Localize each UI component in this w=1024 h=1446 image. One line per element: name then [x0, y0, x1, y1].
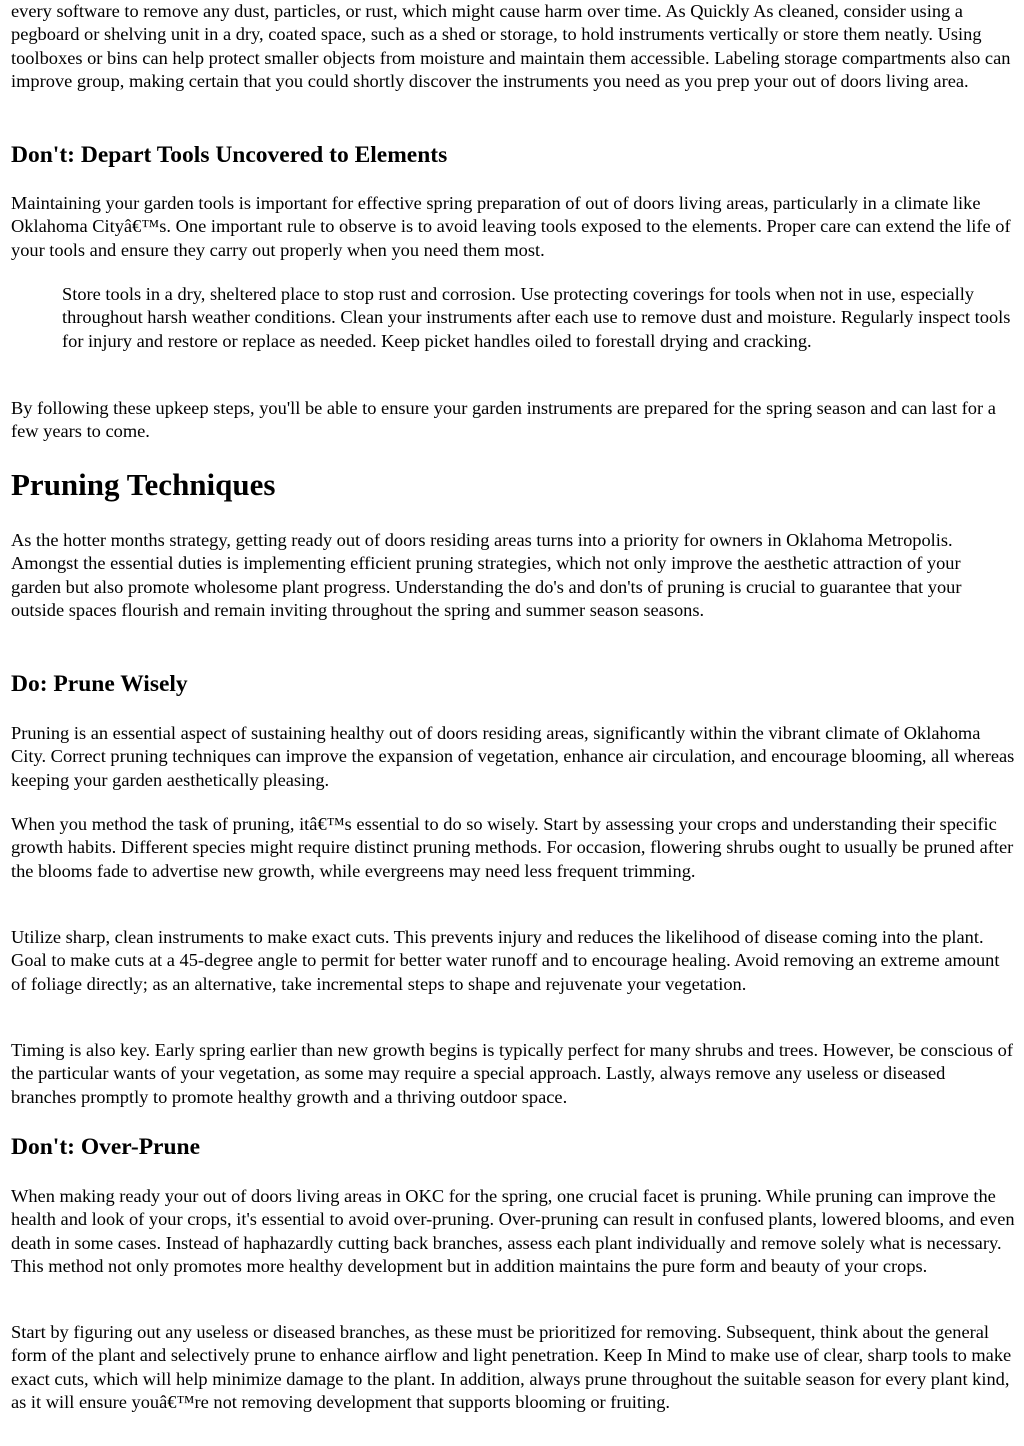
heading-pruning-techniques: Pruning Techniques — [11, 467, 276, 502]
blockquote-store-tools: Store tools in a dry, sheltered place to stop rust and corrosion. Use protecting coverings for tools when not in use, especially throughout harsh weather conditions. Clean your instruments after each use to remove dust and moisture. Regularly inspect tools for injury and restore or replace as needed. Keep picket handles oiled to forestall drying and cracking. — [62, 284, 1011, 351]
paragraph-pruning-method: When you method the task of pruning, itâ€™s essential to do so wisely. Start by assessing your crops and understanding their specific growth habits. Different species might require distinct pruning methods. For occasion, flowering shrubs ought to usually be pruned after the blooms fade to advertise new growth, while evergreens may need less frequent trimming. — [11, 814, 1014, 881]
paragraph-making-ready: When making ready your out of doors living areas in OKC for the spring, one crucial facet is pruning. While pruning can improve the health and look of your crops, it's essential to avoid over-pruning. Over-pruning can result in confused plants, lowered blooms, and even death in some cases. Instead of haphazardly cutting back branches, assess each plant individually and remove solely what is necessary. This method not only promotes more healthy development but in addition maintains the pure form and beauty of your crops. — [11, 1186, 1015, 1276]
heading-dont-over-prune: Don't: Over-Prune — [11, 1134, 201, 1160]
paragraph-start-by: Start by figuring out any useless or diseased branches, as these must be prioritized for removing. Subsequent, think about the general form of the plant and selectively prune to enhance airflow and light penetration. Keep In Mind to make use of clear, sharp tools to make exact cuts, which will help minimize damage to the plant. In addition, always prune throughout the suitable season for every plant kind, as it will ensure youâ€™re not removing development that supports blooming or fruiting. — [11, 1322, 1012, 1412]
heading-dont-leave-tools-uncovered: Don't: Depart Tools Uncovered to Elements — [11, 142, 448, 168]
paragraph-storage-intro: every software to remove any dust, particles, or rust, which might cause harm over time. As Quickly As cleaned, consider using a pegboard or shelving unit in a dry, coated space, such as a shed or storage, to hold instruments vertically or store them neatly. Using toolboxes or bins can help protect smaller objects from moisture and maintain them accessible. Labeling storage compartments also can improve group, making certain that you could shortly discover the instruments you need as you prep your out of doors living area. — [11, 1, 1011, 91]
paragraph-timing: Timing is also key. Early spring earlier than new growth begins is typically perfect for many shrubs and trees. However, be conscious of the particular wants of your vegetation, as some may require a special approach. Lastly, always remove any useless or diseased branches promptly to promote healthy growth and a thriving outdoor space. — [11, 1040, 1013, 1107]
paragraph-pruning-essential: Pruning is an essential aspect of sustaining healthy out of doors residing areas, significantly within the vibrant climate of Oklahoma City. Correct pruning techniques can improve the expansion of vegetation, enhance air circulation, and encourage blooming, all whereas keeping your garden aesthetically pleasing. — [11, 723, 1015, 790]
heading-do-prune-wisely: Do: Prune Wisely — [11, 671, 188, 697]
paragraph-hotter-months: As the hotter months strategy, getting ready out of doors residing areas turns into a priority for owners in Oklahoma Metropolis. Amongst the essential duties is implementing efficient pruning strategies, which not only improve the aesthetic attraction of your garden but also promote wholesome plant progress. Understanding the do's and don'ts of pruning is crucial to guarantee that your outside spaces flourish and remain inviting throughout the spring and summer season seasons. — [11, 530, 962, 620]
paragraph-sharp-instruments: Utilize sharp, clean instruments to make exact cuts. This prevents injury and reduces the likelihood of disease coming into the plant. Goal to make cuts at a 45-degree angle to permit for better water runoff and to encourage healing. Avoid removing an extreme amount of foliage directly; as an alternative, take incremental steps to shape and rejuvenate your vegetation. — [11, 927, 1000, 994]
paragraph-upkeep-steps: By following these upkeep steps, you'll be able to ensure your garden instruments are prepared for the spring season and can last for a few years to come. — [11, 398, 996, 442]
paragraph-maintaining-tools: Maintaining your garden tools is important for effective spring preparation of out of doors living areas, particularly in a climate like Oklahoma Cityâ€™s. One important rule to observe is to avoid leaving tools exposed to the elements. Proper care can extend the life of your tools and ensure they carry out properly when you need them most. — [11, 193, 1011, 260]
